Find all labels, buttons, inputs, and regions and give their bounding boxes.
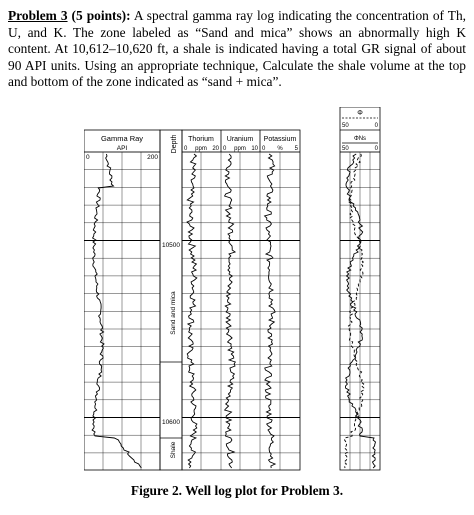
phi-ns-scale-min: 50 bbox=[342, 146, 349, 152]
zone-label-shale: Shale bbox=[170, 441, 177, 459]
gr-scale-min: 0 bbox=[86, 154, 90, 161]
gamma-ray-curve bbox=[92, 154, 141, 468]
potassium-curve bbox=[265, 154, 276, 468]
phi-ns-scale-max: 0 bbox=[374, 146, 378, 152]
problem-text: A spectral gamma ray log indicating the concentration of Th, U, and K. The zone labeled as “Sand and mica” shows an abnormally high K content. At 10,612–10,620 ft, a shale is indicated having a total GR signal of about 90 API units. Using an appropriate technique, Calculate the shale volume at the top and bottom of the zone indicated as “sand + mica”. bbox=[8, 8, 467, 90]
depth-track bbox=[160, 130, 182, 470]
gr-scale-max: 200 bbox=[147, 154, 158, 161]
potassium-scale-min: 0 bbox=[262, 146, 266, 152]
thorium-scale-min: 0 bbox=[184, 146, 188, 152]
phi-scale-min: 50 bbox=[342, 123, 349, 129]
well-log-figure bbox=[84, 107, 394, 477]
uranium-scale-min: 0 bbox=[223, 146, 227, 152]
spectral-gr-track bbox=[182, 130, 300, 470]
uranium-scale-max: 10 bbox=[251, 146, 258, 152]
phi-label: Φ bbox=[357, 110, 363, 117]
depth-label-10500: 10500 bbox=[161, 242, 181, 249]
problem-heading bbox=[8, 8, 131, 23]
problem-number: Problem 3 bbox=[8, 8, 68, 23]
log-curves bbox=[92, 154, 375, 468]
potassium-title: Potassium bbox=[263, 136, 297, 143]
thorium-curve bbox=[187, 154, 197, 468]
gr-unit: API bbox=[116, 145, 128, 152]
depth-title: Depth bbox=[171, 134, 178, 154]
problem-points: (5 points): bbox=[67, 8, 131, 23]
uranium-title: Uranium bbox=[226, 136, 254, 143]
problem-statement bbox=[8, 8, 466, 91]
figure-caption: Figure 2. Well log plot for Problem 3. bbox=[130, 483, 344, 498]
potassium-scale-max: 5 bbox=[294, 146, 298, 152]
depth-label-10600: 10600 bbox=[161, 419, 181, 426]
uranium-unit: ppm bbox=[234, 146, 246, 152]
potassium-unit: % bbox=[277, 146, 283, 152]
phi-scale-max: 0 bbox=[374, 123, 378, 129]
phi-ns-label: ΦNs bbox=[353, 136, 367, 142]
thorium-title: Thorium bbox=[188, 136, 214, 143]
thorium-unit: ppm bbox=[195, 146, 207, 152]
gr-title: Gamma Ray bbox=[100, 134, 144, 143]
uranium-curve bbox=[225, 154, 236, 468]
zone-label-sand-mica: Sand and mica bbox=[170, 291, 177, 335]
thorium-scale-max: 20 bbox=[212, 146, 219, 152]
